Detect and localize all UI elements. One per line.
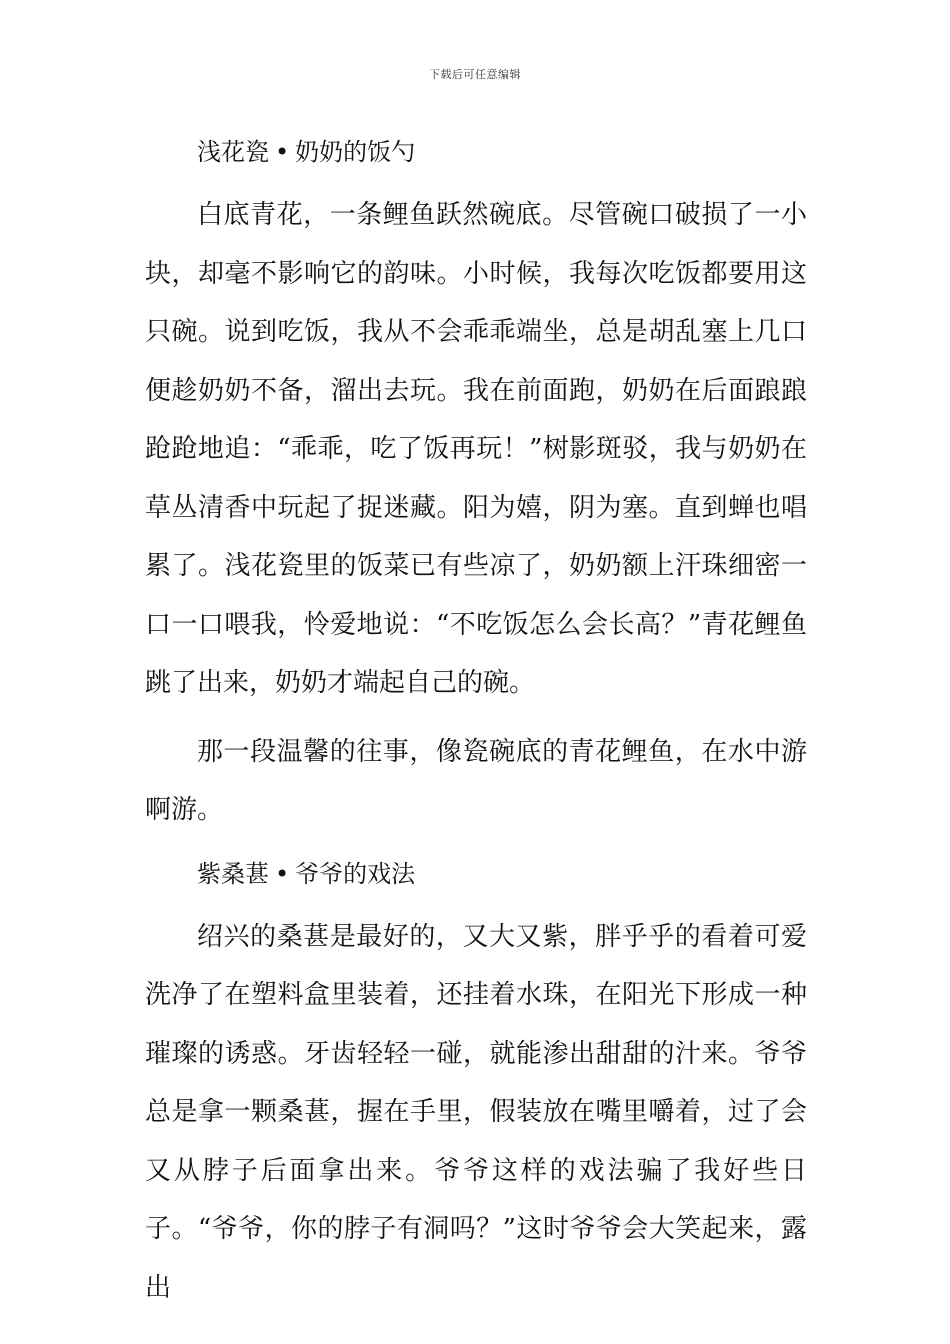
section-title-separator: • — [275, 138, 290, 166]
section-title-right: 奶奶的饭勺 — [295, 138, 416, 166]
paragraph: 白底青花，一条鲤鱼跃然碗底。尽管碗口破损了一小块，却毫不影响它的韵味。小时候，我每次吃饭都要用这只碗。说到吃饭，我从不会乖乖端坐，总是胡乱塞上几口便趁奶奶不备，溜出去玩。我在前面跑，奶奶在后面踉踉跄跄地追：“乖乖，吃了饭再玩！”树影斑驳，我与奶奶在草丛清香中玩起了捉迷藏。阳为嬉，阴为塞。直到蝉也唱累了。浅花瓷里的饭菜已有些凉了，奶奶额上汗珠细密一口一口喂我，怜爱地说：“不吃饭怎么会长高？”青花鲤鱼跳了出来，奶奶才端起自己的碗。 — [145, 200, 807, 698]
header-note: 下载后可任意编辑 — [429, 68, 521, 81]
section-title-separator: • — [275, 859, 290, 888]
document-body — [145, 128, 807, 1317]
section-title — [145, 128, 807, 176]
section-title-left: 紫桑葚 — [197, 859, 269, 888]
section-gap — [145, 840, 807, 850]
section-title-left: 浅花瓷 — [197, 138, 269, 166]
section-title-right: 爷爷的戏法 — [295, 859, 416, 888]
paragraph: 那一段温馨的往事，像瓷碗底的青花鲤鱼，在水中游啊游。 — [145, 736, 807, 825]
paragraph: 绍兴的桑葚是最好的，又大又紫，胖乎乎的看着可爱洗净了在塑料盒里装着，还挂着水珠，在阳光下形成一种璀璨的诱惑。牙齿轻轻一碰，就能渗出甜甜的汁来。爷爷总是拿一颗桑葚，握在手里，假装放在嘴里嚼着，过了会又从脖子后面拿出来。爷爷这样的戏法骗了我好些日子。“爷爷，你的脖子有洞吗？”这时爷爷会大笑起来，露出 — [145, 921, 807, 1303]
section-title — [145, 850, 807, 898]
